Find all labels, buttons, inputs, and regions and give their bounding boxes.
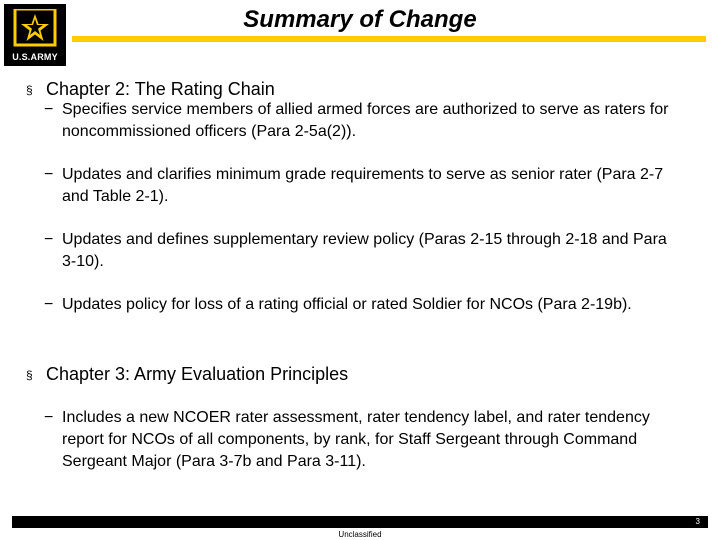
classification-label: Unclassified (338, 530, 382, 539)
list-item-text: Updates policy for loss of a rating official or rated Soldier for NCOs (Para 2-19b). (62, 296, 632, 313)
dash-marker: − (44, 231, 54, 248)
dash-marker: − (44, 409, 54, 426)
list-item-text: Includes a new NCOER rater assessment, rater tendency label, and rater tendency report for NCOs of all components, by rank, for Staff Sergeant through Command Sergeant Major (Para 3-7b and Para 3-11). (62, 409, 650, 470)
section-heading-text: Chapter 3: Army Evaluation Principles (46, 364, 349, 384)
title-rule (72, 36, 706, 42)
list-item-text: Updates and defines supplementary review policy (Paras 2-15 through 2-18 and Para 3-10). (62, 231, 667, 270)
bullet-marker: § (26, 83, 33, 97)
bullet-marker: § (26, 368, 33, 382)
dash-marker: − (44, 101, 54, 118)
footer-bar (12, 516, 708, 528)
dash-marker: − (44, 166, 54, 183)
dash-marker: − (44, 296, 54, 313)
list-item-text: Updates and clarifies minimum grade requirements to serve as senior rater (Para 2-7 and Table 2-1). (62, 166, 664, 205)
section-heading-text: Chapter 2: The Rating Chain (46, 79, 275, 99)
list-item-text: Specifies service members of allied armed forces are authorized to serve as raters for noncommissioned officers (Para 2-5a(2)). (62, 101, 669, 140)
page-number: 3 (695, 517, 700, 526)
page-title: Summary of Change (243, 6, 477, 33)
logo-text: U.S.ARMY (12, 52, 58, 62)
